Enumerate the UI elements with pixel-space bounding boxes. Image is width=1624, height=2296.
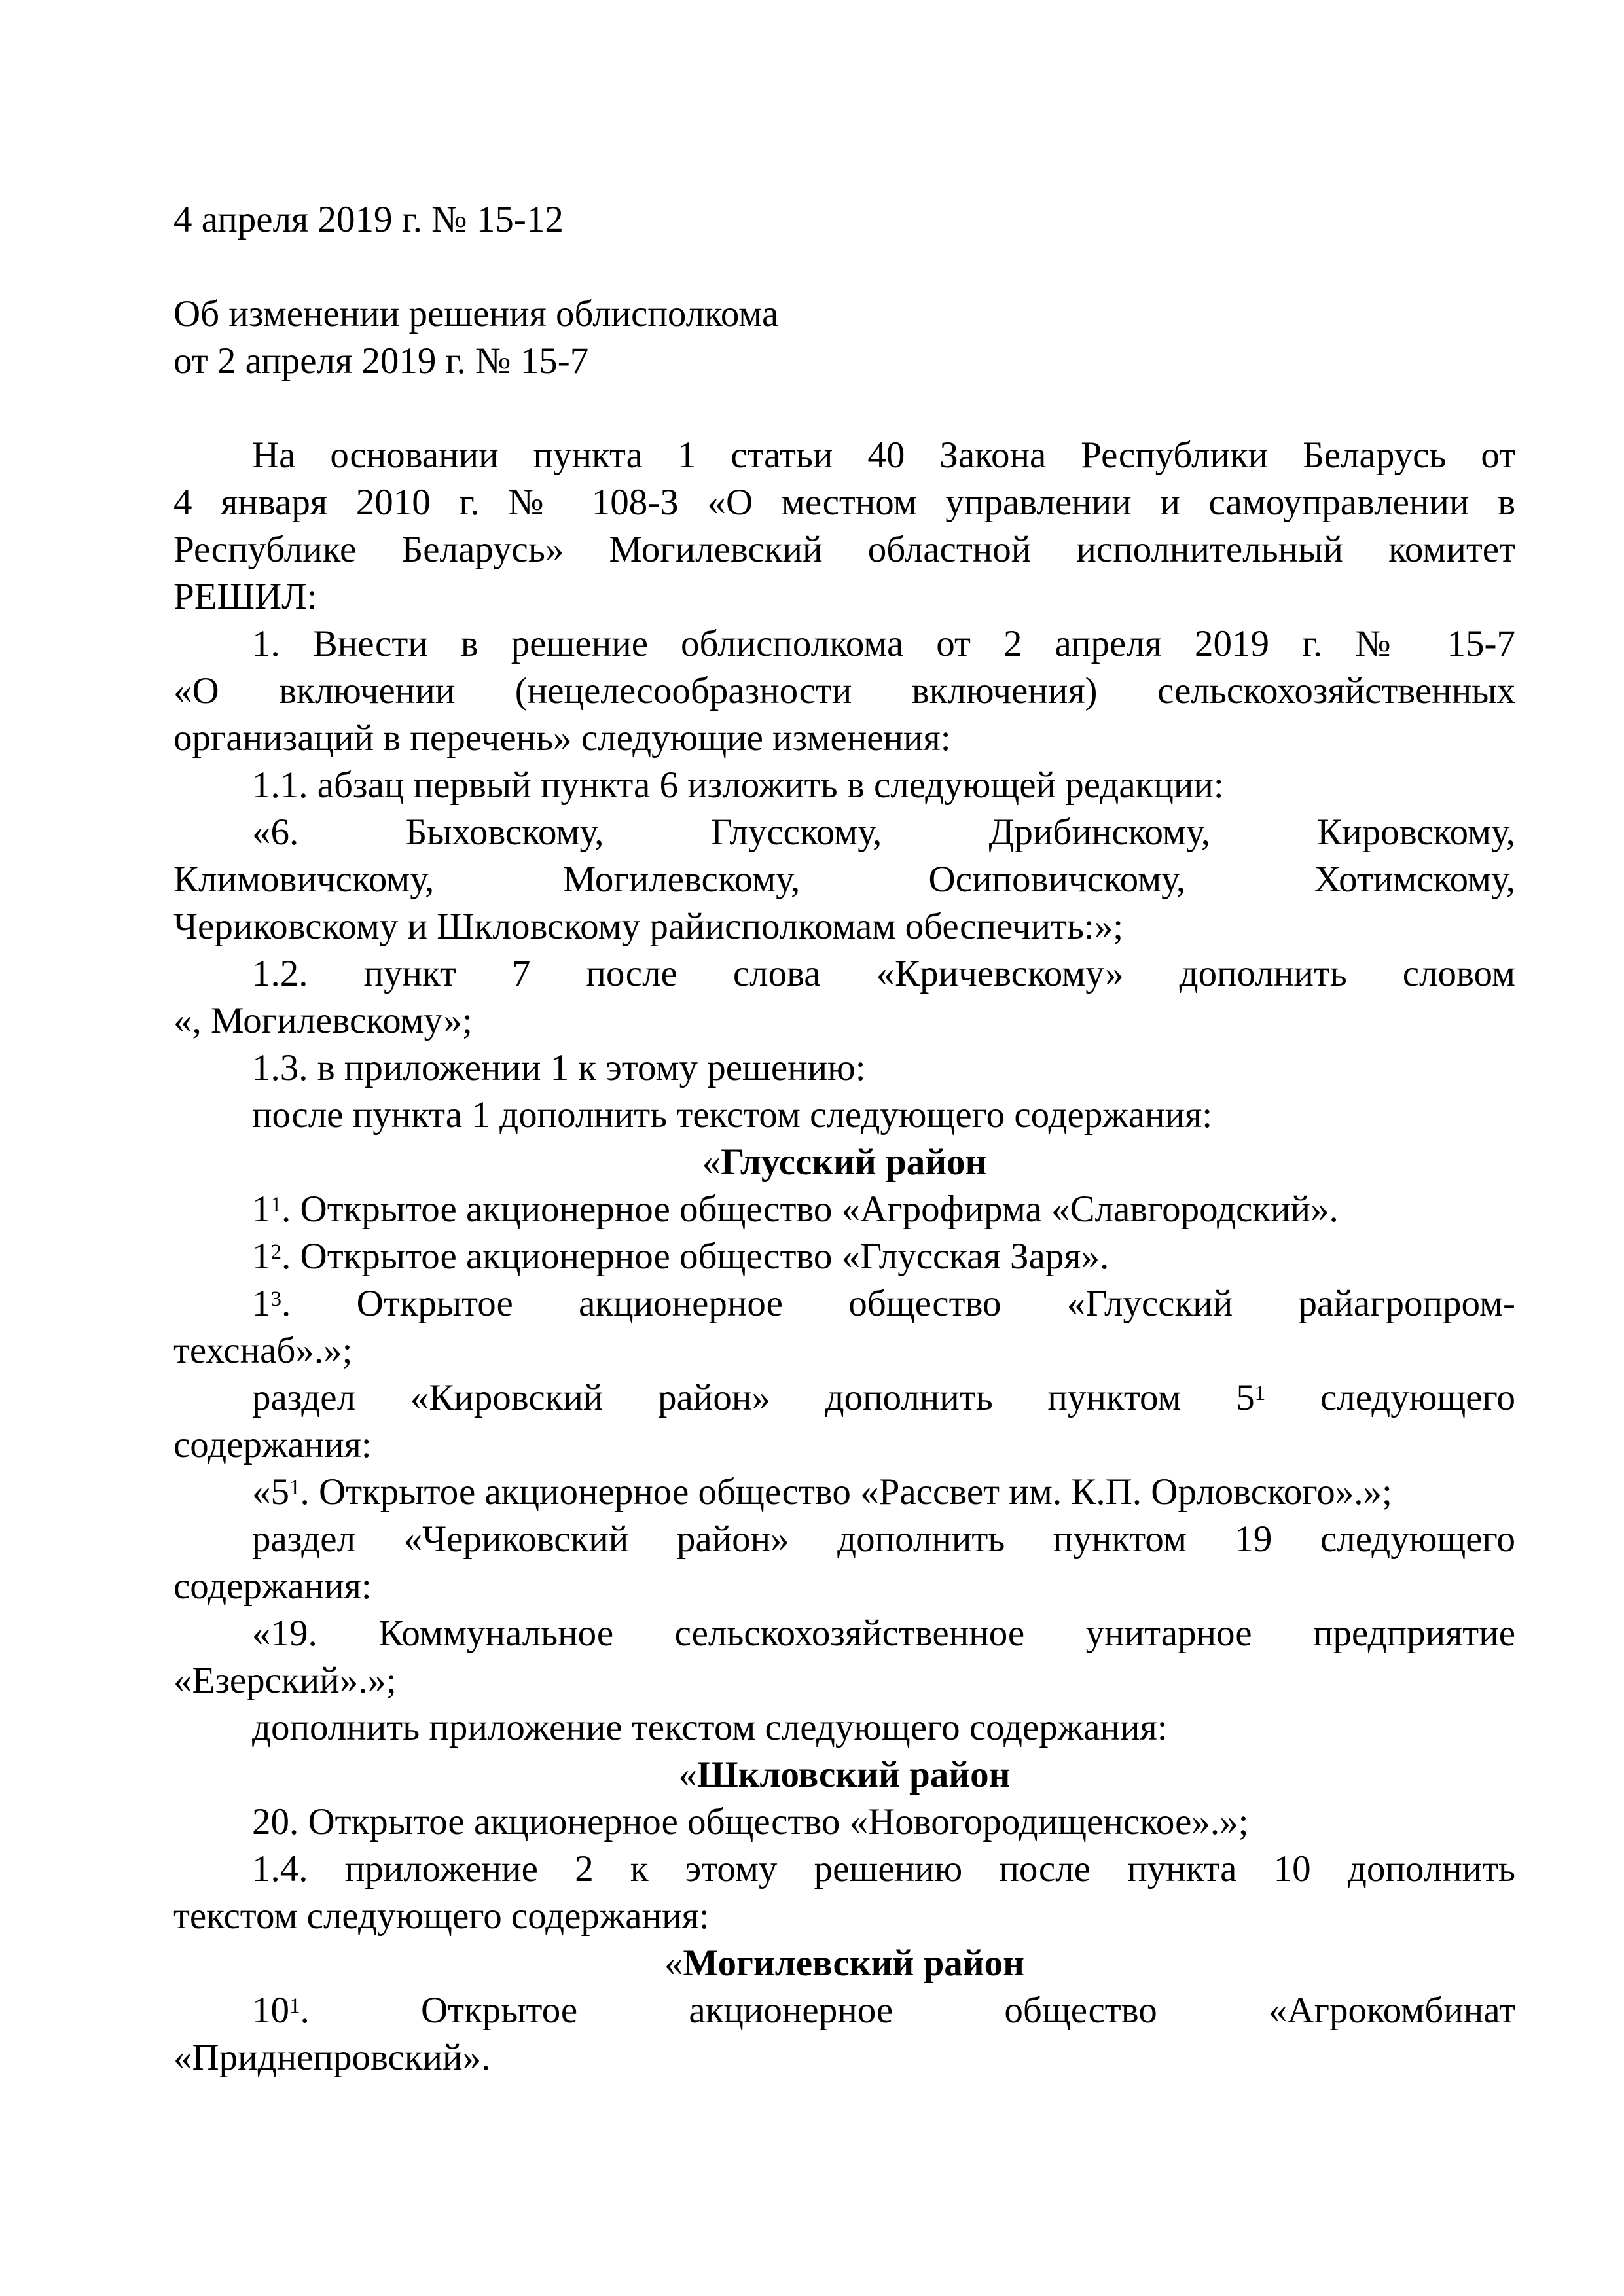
doc-line — [173, 997, 1515, 1045]
doc-line — [173, 1657, 1515, 1704]
text-run: РЕШИЛ: — [173, 576, 317, 617]
doc-line — [173, 432, 1515, 479]
text-run: На основании пункта 1 статьи 40 Закона Республики Беларусь от — [252, 435, 1515, 476]
text-run: . Открытое акционерное общество «Рассвет им. К.П. Орловского».»; — [300, 1471, 1392, 1513]
text-run: 20. Открытое акционерное общество «Новогородищенское».»; — [252, 1801, 1249, 1842]
text-run: от 2 апреля 2019 г. № 15-7 — [173, 340, 589, 382]
text-run: содержания: — [173, 1424, 372, 1465]
text-run: дополнить приложение текстом следующего содержания: — [252, 1707, 1168, 1748]
text-run: 1.2. пункт 7 после слова «Кричевскому» дополнить словом — [252, 953, 1515, 994]
text-run: раздел «Кировский район» дополнить пунктом 5 — [252, 1377, 1255, 1418]
text-run: Республике Беларусь» Могилевский областной исполнительный комитет — [173, 529, 1515, 570]
text-run: 4 января 2010 г. № 108-З «О местном управлении и самоуправлении в — [173, 482, 1515, 523]
doc-line — [173, 338, 1515, 385]
text-run: 1 — [252, 1189, 271, 1230]
text-run: «6. Быховскому, Глусскому, Дрибинскому, Кировскому, — [252, 812, 1515, 853]
doc-line — [173, 1327, 1515, 1374]
doc-line — [173, 715, 1515, 762]
doc-line — [173, 1422, 1515, 1469]
blank-line — [173, 243, 1515, 291]
text-run: « — [702, 1141, 721, 1183]
doc-line — [173, 1374, 1515, 1422]
doc-line — [173, 1846, 1515, 1893]
doc-line — [173, 903, 1515, 950]
doc-line — [173, 620, 1515, 668]
document-body — [173, 196, 1515, 2081]
text-run: 4 апреля 2019 г. № 15-12 — [173, 199, 564, 240]
doc-line — [173, 196, 1515, 243]
doc-line — [173, 573, 1515, 620]
doc-line — [173, 1516, 1515, 1563]
text-run: организаций в перечень» следующие изменения: — [173, 717, 951, 759]
text-run: содержания: — [173, 1566, 372, 1607]
doc-line — [173, 1233, 1515, 1280]
doc-line — [173, 1469, 1515, 1516]
doc-line — [173, 1704, 1515, 1751]
doc-line — [173, 668, 1515, 715]
doc-line — [173, 856, 1515, 903]
text-run: текстом следующего содержания: — [173, 1895, 710, 1937]
text-run: Шкловский район — [697, 1754, 1011, 1795]
text-run: «О включении (нецелесообразности включения) сельскохозяйственных — [173, 670, 1515, 711]
superscript-index: 2 — [270, 1240, 282, 1265]
text-run: 1 — [252, 1236, 271, 1277]
district-heading — [173, 1139, 1515, 1186]
superscript-index: 1 — [289, 1994, 300, 2018]
doc-line — [173, 762, 1515, 809]
text-run: 10 — [252, 1990, 289, 2031]
text-run: Чериковскому и Шкловскому райисполкомам обеспечить:»; — [173, 906, 1124, 947]
text-run: после пункта 1 дополнить текстом следующего содержания: — [252, 1094, 1213, 1136]
doc-line — [173, 1893, 1515, 1940]
text-run: « — [678, 1754, 698, 1795]
district-heading — [173, 1940, 1515, 1987]
text-run: 1 — [252, 1283, 271, 1324]
doc-line — [173, 809, 1515, 856]
text-run: 1.4. приложение 2 к этому решению после пункта 10 дополнить — [252, 1848, 1515, 1890]
doc-line — [173, 1045, 1515, 1092]
text-run: Глусский район — [721, 1141, 987, 1183]
text-run: «Езерский».»; — [173, 1660, 397, 1701]
blank-line — [173, 385, 1515, 432]
text-run: 1. Внести в решение облисполкома от 2 апреля 2019 г. № 15-7 — [252, 623, 1515, 664]
text-run: Климовичскому, Могилевскому, Осиповичскому, Хотимскому, — [173, 859, 1515, 900]
text-run: техснаб».»; — [173, 1330, 353, 1371]
text-run: «Приднепровский». — [173, 2037, 491, 2078]
superscript-index: 1 — [270, 1193, 282, 1217]
doc-line — [173, 1186, 1515, 1233]
doc-line — [173, 1610, 1515, 1657]
text-run: . Открытое акционерное общество «Глусская Заря». — [281, 1236, 1110, 1277]
text-run: «, Могилевскому»; — [173, 1000, 473, 1041]
superscript-index: 3 — [270, 1287, 282, 1312]
doc-line — [173, 1563, 1515, 1610]
text-run: 1.1. абзац первый пункта 6 изложить в следующей редакции: — [252, 764, 1224, 806]
text-run: раздел «Чериковский район» дополнить пунктом 19 следующего — [252, 1518, 1515, 1560]
superscript-index: 1 — [1254, 1382, 1266, 1406]
doc-line — [173, 2034, 1515, 2081]
text-run: . Открытое акционерное общество «Агрофирма «Славгородский». — [281, 1189, 1339, 1230]
superscript-index: 1 — [289, 1476, 300, 1500]
doc-line — [173, 526, 1515, 573]
text-run: . Открытое акционерное общество «Глусский райагропром- — [281, 1283, 1515, 1324]
doc-line — [173, 291, 1515, 338]
doc-line — [173, 1280, 1515, 1327]
doc-line — [173, 479, 1515, 526]
text-run: «5 — [252, 1471, 289, 1513]
doc-line — [173, 1092, 1515, 1139]
doc-line — [173, 1799, 1515, 1846]
doc-line — [173, 950, 1515, 997]
district-heading — [173, 1751, 1515, 1799]
text-run: «19. Коммунальное сельскохозяйственное унитарное предприятие — [252, 1613, 1515, 1654]
text-run: Об изменении решения облисполкома — [173, 293, 779, 334]
text-run: . Открытое акционерное общество «Агрокомбинат — [300, 1990, 1515, 2031]
doc-line — [173, 1987, 1515, 2034]
text-run: Могилевский район — [683, 1943, 1024, 1984]
text-run: следующего — [1265, 1377, 1515, 1418]
text-run: « — [664, 1943, 683, 1984]
text-run: 1.3. в приложении 1 к этому решению: — [252, 1047, 866, 1088]
